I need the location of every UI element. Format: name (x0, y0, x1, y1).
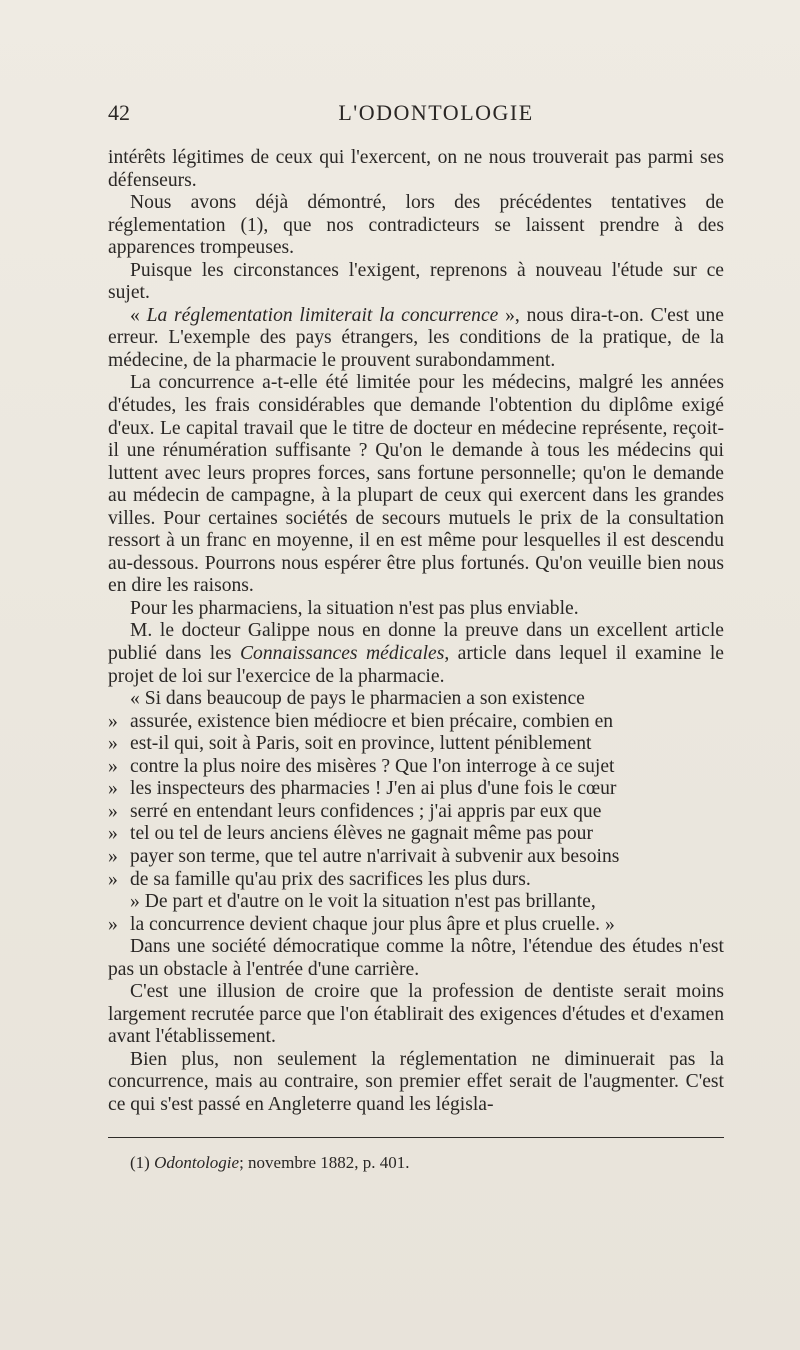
quote2-open-text: De part et d'autre on le voit la situation n'est pas brillante, (144, 891, 596, 913)
quote-line (108, 778, 724, 801)
footnote-reference: (1) (240, 214, 264, 236)
quote-line (108, 823, 724, 846)
quote2-line-open (108, 891, 724, 914)
footnote-marker: (1) (130, 1153, 155, 1172)
paragraph-2-part-2: , que nos contradicteurs se laissent prendre à des apparences trompeuses. (108, 214, 724, 259)
footnote (130, 1153, 720, 1173)
quote2-last-text: la concurrence devient chaque jour plus âpre et plus cruelle. » (130, 913, 615, 935)
quote-line-text: est-il qui, soit à Paris, soit en province, luttent péniblement (130, 733, 592, 755)
paragraph-6: Pour les pharmaciens, la situation n'est pas plus enviable. (130, 597, 579, 619)
quote-line (108, 756, 724, 779)
quoted-objection: La réglementation limiterait la concurrence (146, 304, 499, 326)
quote-guillemet: » (108, 778, 118, 800)
paragraph-5: La concurrence a-t-elle été limitée pour les médecins, malgré les années d'études, les frais considérables que demande l'obtention du diplôme exigé d'eux. Le capital travail que le titre de docteur en médecine représente, reçoit-il une rénumération suffisante ? Qu'on le demande à tous les médecins qui luttent avec leurs propres forces, sans fortune personnelle; qu'on le demande au médecin de campagne, à la plupart de ceux qui exercent dans les grandes villes. Pour certaines sociétés de secours mutuels le prix de la consultation ressort à un franc en moyenne, il en est même pour lesquelles il est descendu au-dessous. Pourrons nous espérer être plus fortunés. Qu'on veuille bien nous en dire les raisons. (108, 372, 724, 597)
quote-line-text: tel ou tel de leurs anciens élèves ne gagnait même pas pour (130, 823, 594, 845)
quote-line-text: payer son terme, que tel autre n'arrivait à subvenir aux besoins (130, 845, 620, 867)
quote-guillemet: » (108, 710, 118, 732)
paragraph-10: Bien plus, non seulement la réglementation ne diminuerait pas la concurrence, mais au contraire, son premier effet serait de l'augmenter. C'est ce qui s'est passé en Angleterre quand les législa- (108, 1048, 724, 1115)
quote-line (108, 801, 724, 824)
paragraph-7-part-1: M. le docteur Galippe nous en donne la preuve dans un excellent article publié dans les (108, 620, 724, 665)
quote-guillemet: » (108, 733, 118, 755)
footnote-journal: Odontologie (154, 1153, 240, 1172)
paragraph-7-part-2: , article dans lequel il examine le projet de loi sur l'exercice de la pharmacie. (108, 643, 725, 687)
page-number: 42 (108, 100, 130, 125)
paragraph-2-part-1: Nous avons déjà démontré, lors des précédentes tentatives de réglementation (108, 192, 724, 236)
quote-line-open: « Si dans beaucoup de pays le pharmacien a son existence (130, 688, 585, 710)
footnote-divider (108, 1137, 724, 1138)
paragraph-8: Dans une société démocratique comme la nôtre, l'étendue des études n'est pas un obstacle à l'entrée d'une carrière. (108, 936, 724, 980)
quote-line (108, 869, 724, 892)
paragraph-7 (108, 620, 724, 688)
quote-line-text: de sa famille qu'au prix des sacrifices les plus durs. (130, 868, 531, 890)
paragraph-9: C'est une illusion de croire que la profession de dentiste serait moins largement recrutée parce que l'on établirait des exigences d'études et d'examen avant l'établissement. (108, 981, 724, 1048)
quote-guillemet: » (108, 755, 118, 777)
quote-guillemet: » (108, 845, 118, 867)
paragraph-3: Puisque les circonstances l'exigent, reprenons à nouveau l'étude sur ce sujet. (108, 259, 724, 304)
quote-line (108, 711, 724, 734)
opening-guillemet: « (130, 304, 147, 326)
quote-line-text: contre la plus noire des misères ? Que l'on interroge à ce sujet (130, 755, 615, 777)
quote-guillemet: » (108, 800, 118, 822)
quote-line (108, 733, 724, 756)
body-text (108, 147, 724, 1117)
quote-line (108, 846, 724, 869)
quote-line-text: assurée, existence bien médiocre et bien précaire, combien en (130, 710, 614, 732)
quote-line-text: les inspecteurs des pharmacies ! J'en ai plus d'une fois le cœur (130, 778, 617, 800)
paragraph-2 (108, 192, 724, 260)
journal-title: Connaissances médicales (239, 643, 445, 665)
quote-guillemet: » (108, 868, 118, 890)
paragraph-4 (108, 305, 724, 373)
quote-line-text: serré en entendant leurs confidences ; j'ai appris par eux que (130, 800, 602, 822)
page-header (108, 100, 724, 134)
paragraph-1: intérêts légitimes de ceux qui l'exercent, on ne nous trouverait pas parmi ses défenseurs. (108, 147, 724, 191)
footnote-text: ; novembre 1882, p. 401. (239, 1153, 410, 1172)
quote2-line-last (108, 914, 724, 937)
paragraph-4-rest: », nous dira-t-on. C'est une erreur. L'exemple des pays étrangers, les conditions de la pratique, de la médecine, de la pharmacie le prouvent surabondamment. (108, 304, 725, 371)
quote-guillemet: » (108, 913, 118, 935)
quote-guillemet: » (108, 823, 118, 845)
running-title: L'ODONTOLOGIE (338, 100, 534, 125)
quote-guillemet: » (130, 891, 140, 913)
